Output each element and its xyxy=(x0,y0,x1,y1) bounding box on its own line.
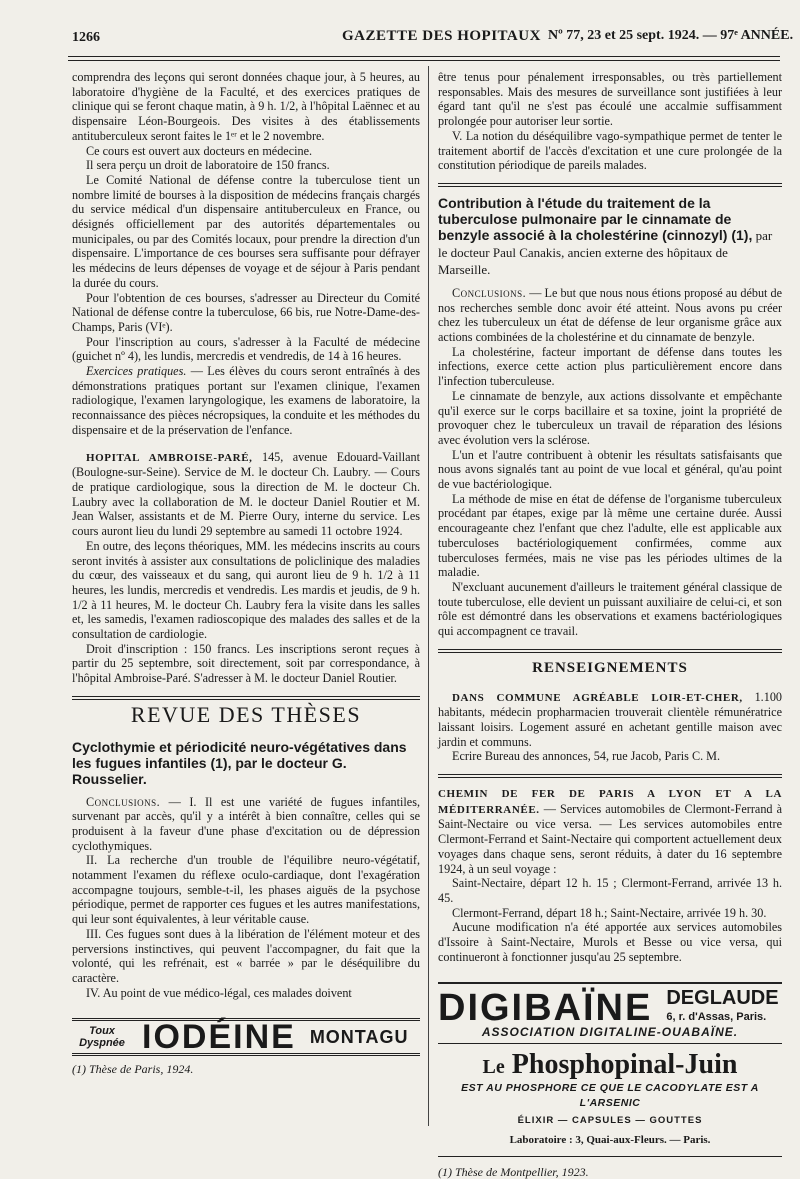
section-rule xyxy=(72,696,420,700)
paragraph: Conclusions. — I. Il est une variété de fugues infantiles, survenant par accès, qu'il y a intérêt à bien connaître, celles qui se produisent à la faveur d'une phase d'excitation ou de dépression cyclothymiques. xyxy=(72,794,420,853)
paragraph: Pour l'inscription au cours, s'adresser à la Faculté de médecine (guichet nº 4), les lundis, mercredis et vendredis, de 14 à 16 heures. xyxy=(72,334,420,364)
paragraph: N'excluant aucunement d'ailleurs le traitement général classique de toute tuberculose, elle devient un puissant auxiliaire de celui-ci, et son rôle est démontré dans les observations et examens bactériologiques qui accompagnent ce travail. xyxy=(438,579,782,639)
left-column xyxy=(72,70,420,1077)
paragraph: Pour l'obtention de ces bourses, s'adresser au Directeur du Comité National de défense contre la tuberculose, 66 bis, rue Notre-Dame-des-Champs, Paris (VIᵉ). xyxy=(72,290,420,334)
article-author: par le docteur Paul Canakis, ancien externe des hôpitaux de Marseille. xyxy=(438,227,773,277)
paragraph: V. La notion du déséquilibre vago-sympathique permet de tenter le traitement abortif de l'accès d'excitation et une cure prolongée de la constitution périodique de pareils malades. xyxy=(438,128,782,173)
paragraph: Ce cours est ouvert aux docteurs en médecine. xyxy=(86,143,313,158)
ad-forms: ÉLIXIR — CAPSULES — GOUTTES xyxy=(517,1115,703,1127)
lead-text: CHEMIN DE FER DE PARIS A LYON ET A LA MÉDITERRANÉE. xyxy=(438,788,782,816)
lead-text: DANS COMMUNE AGRÉABLE LOIR-ET-CHER, xyxy=(452,691,743,704)
paragraph: DANS COMMUNE AGRÉABLE LOIR-ET-CHER, 1.100 habitants, médecin propharmacien trouverait clientèle rémunératrice laissant loisirs. Logement assuré en achetant gentille maison avec jardin et communs. xyxy=(438,689,782,749)
paragraph: comprendra des leçons qui seront données chaque jour, à 5 heures, au laboratoire d'hygiène de la Faculté, et des exercices pratiques de clinique qui se feront chaque matin, à 9 h. 1/2, à l'hôpital Laënnec et au dispensaire Léon-Bourgeois. Des visites à des établissements antituberculeux seront faites le 1ᵉʳ et le 2 novembre. xyxy=(72,70,420,143)
paragraph: HOPITAL AMBROISE-PARÉ, 145, avenue Edouard-Vaillant (Boulogne-sur-Seine). Service de M. le docteur Ch. Laubry. — Cours de pratique cardiologique, sous la direction de M. le docteur Ch. Laubry avec la collaboration de M. le docteur Daniel Routier et M. Jean Walser, assistants et de M. Pierre Oury, interne du service. Les cours auront lieu du lundi 29 septembre au samedi 11 octobre 1924. xyxy=(72,449,420,539)
paragraph: La cholestérine, facteur important de défense dans toutes les infections, exerce cette action plus particulièrement encore dans l'infection tuberculeuse. xyxy=(438,344,782,389)
lead-text: Conclusions. xyxy=(452,285,527,300)
section-rule xyxy=(438,649,782,653)
paragraph: III. Ces fugues sont dues à la libération de l'élément moteur et des perversions instinctives, qui peuvent l'accompagner, du fait que la volonté, qui les refrénait, est « barrée » par le déséquilibre du caractère. xyxy=(72,926,420,985)
lead-text: HOPITAL AMBROISE-PARÉ, xyxy=(86,451,253,464)
ad-rule xyxy=(438,1156,782,1157)
ad-product: DIGIBAÏNE xyxy=(438,986,653,1029)
paragraph: être tenus pour pénalement irresponsables, ou très partiellement responsables. Mais des mesures de surveillance sont justifiées à leur égard tant qu'il ne s'est pas écoulé une accalmie suffisamment prolongée pour autoriser leur sortie. xyxy=(438,70,782,129)
ad-address: Laboratoire : 3, Quai-aux-Fleurs. — Paris. xyxy=(509,1133,711,1146)
header-rule-2 xyxy=(68,60,780,61)
paragraph: Clermont-Ferrand, départ 18 h.; Saint-Nectaire, arrivée 19 h. 30. xyxy=(452,905,767,920)
paragraph: Le Comité National de défense contre la tuberculose tient un nombre limité de bourses à la disposition de médecins français chargés du service médical d'un dispensaire antituberculeux en France, ou désignés officiellement par des autorités départementales ou municipales, ou par des Comités locaux, pour prendre la direction d'un dispensaire. L'importance de ces bourses sera suffisante pour défrayer les médecins de leurs dépenses de voyage et de séjour à Paris pendant la durée du cours. xyxy=(72,172,420,290)
footnote: (1) Thèse de Montpellier, 1923. xyxy=(438,1164,589,1179)
ad-product: IODÉINE xyxy=(142,1018,296,1057)
issue-info: Nº 77, 23 et 25 sept. 1924. — 97ᵉ ANNÉE. xyxy=(548,28,794,43)
paragraph: La méthode de mise en état de défense de l'organisme tuberculeux procédant par étapes, exige par là même une certaine durée. Aussi encourageante chez l'enfant que chez l'adulte, elle est applicable aux tuberculoses bactériologiquement confirmées, comme aux tuberculoses fermées, mais ne vise pas les périodes ultimes de la maladie. xyxy=(438,491,782,580)
lead-text: Exercices pratiques. xyxy=(86,364,187,379)
paragraph: Le cinnamate de benzyle, aux actions dissolvante et empêchante qu'il exerce sur le corps bacillaire et sa toxine, joint la propriété de provoquer chez le tuberculeux un travail de réparation des lésions avec évolution vers la sclérose. xyxy=(438,388,782,447)
paragraph: Exercices pratiques. — Les élèves du cours seront entraînés à des démonstrations pratiques portant sur l'examen clinique, l'examen radiologique, l'examen laryngologique, les examens de laboratoire, la reconnaissance des pièces nécropsiques, la conduite et les méthodes du dispensaire et de la préservation de l'enfance. xyxy=(72,364,420,437)
right-column xyxy=(438,70,782,1179)
section-rule xyxy=(438,183,782,187)
paragraph: L'un et l'autre contribuent à obtenir les résultats satisfaisants que nous avons signalés tant au point de vue local et général, qu'au point de vue bactériologique. xyxy=(438,447,782,492)
phosphopinal-advertisement xyxy=(438,1049,782,1157)
article-title: Contribution à l'étude du traitement de la tuberculose pulmonaire par le cinnamate de benzyle associé à la cholestérine (cinnozyl) (1), par le docteur Paul Canakis, ancien externe des hôpitaux de Marseille. xyxy=(438,194,773,277)
journal-title: GAZETTE DES HOPITAUX xyxy=(342,28,541,44)
ad-tagline: EST AU PHOSPHORE CE QUE LE CACODYLATE EST A L'ARSENIC xyxy=(461,1081,759,1109)
section-title: RENSEIGNEMENTS xyxy=(532,659,688,676)
thesis-title: Cyclothymie et périodicité neuro-végétatives dans les fugues infantiles (1), par le docteur G. Rousselier. xyxy=(72,738,407,787)
ad-maker: DEGLAUDE 6, r. d'Assas, Paris. xyxy=(666,987,779,1024)
ad-product: Le Phosphopinal-Juin xyxy=(482,1049,738,1081)
header-rule xyxy=(68,56,780,57)
paragraph: Aucune modification n'a été apportée aux services automobiles d'Issoire à Saint-Nectaire, Murols et Besse ou vice versa, qui continueront à fonctionner jusqu'au 25 septembre. xyxy=(438,920,782,964)
paragraph: En outre, des leçons théoriques, MM. les médecins inscrits au cours seront invités à assister aux consultations de policlinique des maladies du cœur, des vaisseaux et du sang, qui auront lieu de 9 h. 1/2 à 11 heures, les lundis, mercredis et vendredis. Les mardis et jeudis, de 9 h. 1/2 à 11 heures, M. le docteur Ch. Laubry fera la visite dans les salles et, les samedis, l'examen radioscopique des malades des salles et de la consultation de cardiologie. xyxy=(72,538,420,642)
paragraph: Saint-Nectaire, départ 12 h. 15 ; Clermont-Ferrand, arrivée 13 h. 45. xyxy=(438,876,782,905)
section-title: REVUE DES THÈSES xyxy=(130,701,362,727)
column-divider xyxy=(428,66,429,1126)
ad-subtitle: Toux Dyspnée xyxy=(79,1025,125,1050)
page-number: 1266 xyxy=(72,30,100,45)
section-rule xyxy=(438,774,782,778)
lead-text: Conclusions. xyxy=(86,794,161,809)
paragraph: CHEMIN DE FER DE PARIS A LYON ET A LA MÉDITERRANÉE. — Services automobiles de Clermont-Ferrand à Saint-Nectaire ou vice versa. — Les services automobiles entre Clermont-Ferrand et Saint-Nectaire qui comportent actuellement deux voyages dans chaque sens, seront réduits, à dater du 16 septembre 1924, à un seul voyage : xyxy=(438,788,782,876)
paragraph: Il sera perçu un droit de laboratoire de 150 francs. xyxy=(86,158,330,173)
paragraph: Conclusions. — Le but que nous nous étions proposé au début de nos recherches semble donc avoir été atteint. Nous avons pu créer chez les tuberculeux un état de défense de leur organisme grâce aux actions combinées de la cholestérine et du cinnamate de benzyle. xyxy=(438,285,782,345)
footnote: (1) Thèse de Paris, 1924. xyxy=(72,1062,194,1077)
ad-tagline: ASSOCIATION DIGITALINE-OUABAÏNE. xyxy=(438,1025,782,1044)
ad-brand: MONTAGU xyxy=(309,1027,409,1048)
paragraph: IV. Au point de vue médico-légal, ces malades doivent xyxy=(86,985,352,1000)
page-header xyxy=(0,0,800,60)
digibaine-advertisement xyxy=(438,982,782,1044)
paragraph: II. La recherche d'un trouble de l'équilibre neuro-végétatif, notamment l'examen du réflexe oculo-cardiaque, dont l'exagération accompagne toujours, semble-t-il, les phases aiguës de la psychose périodique, permet de rapporter ces fugues et les autres manifestations, qui leur sont équivalentes, à leur véritable cause. xyxy=(72,853,420,927)
iodeine-advertisement xyxy=(72,1018,420,1056)
paragraph: Droit d'inscription : 150 francs. Les inscriptions seront reçues à partir du 25 septembre, soit directement, soit par correspondance, à l'hôpital Ambroise-Paré. S'adresser à M. le docteur Daniel Routier. xyxy=(72,641,420,686)
paragraph: Ecrire Bureau des annonces, 54, rue Jacob, Paris C. M. xyxy=(452,749,721,764)
